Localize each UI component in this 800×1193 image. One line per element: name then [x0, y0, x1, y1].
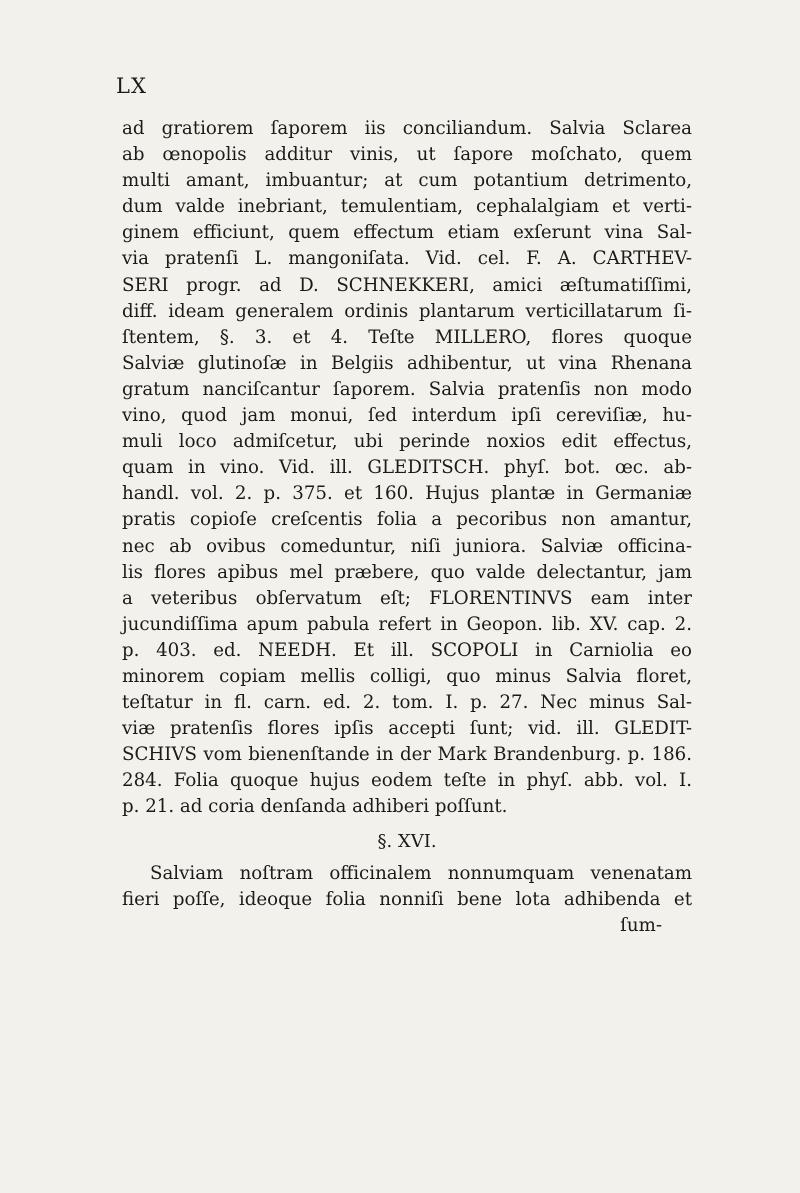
text-line: teſtatur in fl. carn. ed. 2. tom. I. p. 27. Nec minus Sal-	[122, 692, 692, 714]
text-line: jucundiſſima apum pabula refert in Geopon. lib. XV. cap. 2.	[122, 613, 692, 635]
paragraph-1	[122, 116, 692, 821]
text-body	[122, 116, 692, 939]
text-line: ginem efficiunt, quem effectum etiam exſerunt vina Sal-	[122, 222, 692, 244]
text-line: via pratenſi L. mangoniſata. Vid. cel. F. A. CARTHEV-	[122, 248, 692, 270]
text-line: Salviæ glutinoſæ in Belgiis adhibentur, ut vina Rhenana	[122, 352, 692, 374]
text-line: Salviam noſtram officinalem nonnumquam venenatam	[150, 862, 692, 884]
text-line: viæ pratenſis flores ipſis accepti ſunt; vid. ill. GLEDIT-	[122, 718, 692, 740]
text-line: SCHIVS vom bienenſtande in der Mark Brandenburg. p. 186.	[122, 744, 692, 766]
text-line: ab œnopolis additur vinis, ut ſapore moſchato, quem	[122, 144, 692, 166]
text-line: handl. vol. 2. p. 375. et 160. Hujus plantæ in Germaniæ	[122, 483, 692, 505]
text-line: fieri poſſe, ideoque folia nonniſi bene lota adhibenda et	[122, 888, 692, 910]
text-line: ad gratiorem ſaporem iis conciliandum. Salvia Sclarea	[122, 118, 692, 139]
text-line: p. 21. ad coria denſanda adhiberi poſſunt.	[122, 796, 508, 818]
text-line: SERI progr. ad D. SCHNEKKERI, amici æſtumatiſſimi,	[122, 274, 692, 296]
text-line: nec ab ovibus comeduntur, niſi juniora. Salviæ officina-	[122, 535, 692, 557]
text-line: 284. Folia quoque hujus eodem teſte in phyſ. abb. vol. I.	[122, 770, 692, 792]
text-line: dum valde inebriant, temulentiam, cephalalgiam et verti-	[122, 196, 692, 218]
text-line: diff. ideam generalem ordinis plantarum verticillatarum ſi-	[122, 300, 692, 322]
text-line: ſtentem, §. 3. et 4. Teſte MILLERO, flores quoque	[122, 326, 692, 348]
text-line: lis flores apibus mel præbere, quo valde delectantur, jam	[122, 561, 692, 583]
page-number: LX	[116, 74, 147, 98]
paragraph-2	[122, 861, 692, 939]
catchword: ſum-	[620, 914, 662, 936]
text-line: p. 403. ed. NEEDH. Et ill. SCOPOLI in Carniolia eo	[122, 639, 692, 661]
text-line: pratis copioſe creſcentis folia a pecoribus non amantur,	[122, 509, 692, 531]
text-line: muli loco admiſcetur, ubi perinde noxios edit effectus,	[122, 431, 692, 453]
text-line: vino, quod jam monui, ſed interdum ipſi cereviſiæ, hu-	[122, 405, 692, 427]
text-line: a veteribus obſervatum eſt; FLORENTINVS eam inter	[122, 587, 692, 609]
text-line: quam in vino. Vid. ill. GLEDITSCH. phyſ. bot. œc. ab-	[122, 457, 692, 479]
section-heading: §. XVI.	[377, 830, 437, 852]
text-line: gratum nanciſcantur ſaporem. Salvia pratenſis non modo	[122, 378, 692, 400]
text-line: minorem copiam mellis colligi, quo minus Salvia floret,	[122, 665, 692, 687]
text-line: multi amant, imbuantur; at cum potantium detrimento,	[122, 170, 692, 192]
